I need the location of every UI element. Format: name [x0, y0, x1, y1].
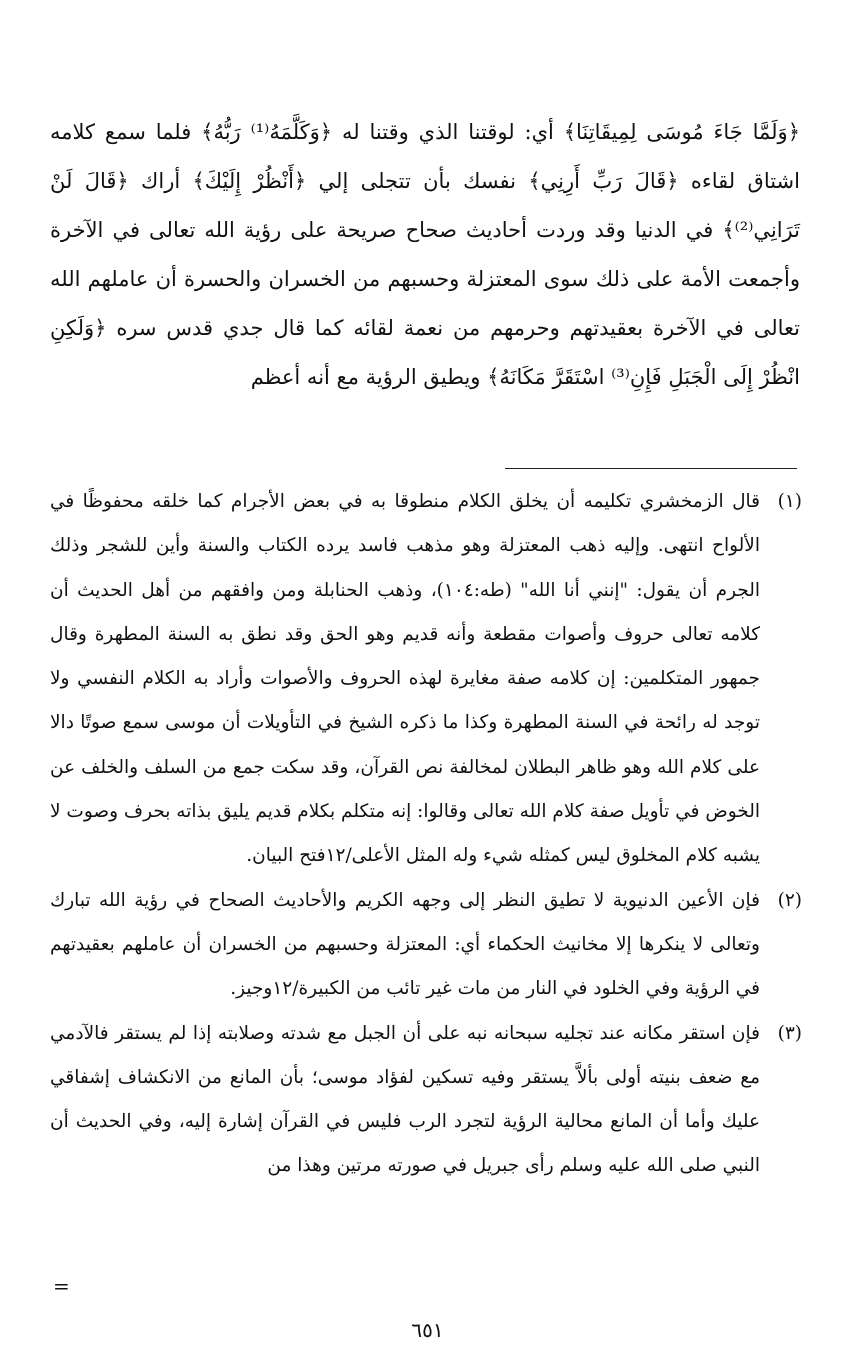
footnote-number: (٣)	[777, 1022, 802, 1044]
main-text-block	[50, 108, 800, 402]
footnote-number: (١)	[777, 491, 802, 512]
page-number: ٦٥١	[411, 1318, 444, 1342]
footnotes-block	[50, 480, 802, 1189]
footnote-3	[50, 1012, 802, 1189]
footnote-2	[50, 879, 802, 1012]
footnote-divider	[505, 468, 797, 469]
footnote-1	[50, 480, 802, 879]
continuation-mark: =	[53, 1274, 70, 1298]
main-paragraph: ﴿وَلَمَّا جَاءَ مُوسَى لِمِيقَاتِنَا﴾ أي: لوقتنا الذي وقتنا له ﴿وَكَلَّمَهُ⁽¹⁾ رَبُّهُ﴾ فلما سمع كلامه اشتاق لقاءه ﴿قَالَ رَبِّ أَرِنِي﴾ نفسك بأن تتجلى إلي ﴿أَنْظُرْ إِلَيْكَ﴾ أراك ﴿قَالَ لَنْ تَرَانِي⁽²⁾﴾ في الدنيا وقد وردت أحاديث صحاح صريحة على رؤية الله تعالى في الآخرة وأجمعت الأمة على ذلك سوى المعتزلة وحسبهم من الخسران والحسرة أن عاملهم الله تعالى في الآخرة بعقيدتهم وحرمهم من نعمة لقائه كما قال جدي قدس سره ﴿وَلَكِنِ انْظُرْ إِلَى الْجَبَلِ فَإِنِ⁽³⁾ اسْتَقَرَّ مَكَانَهُ﴾ ويطيق الرؤية مع أنه أعظم	[50, 120, 801, 389]
footnote-number: (٢)	[777, 889, 802, 911]
footnote-text: فإن الأعين الدنيوية لا تطيق النظر إلى وجهه الكريم والأحاديث الصحاح في رؤية الله تبارك وتعالى لا ينكرها إلا مخانيث الحكماء أي: المعتزلة وحسبهم من الخسران أن عاملهم بعقيدتهم في الرؤية وفي الخلود في النار من مات غير تائب من الكبيرة/١٢وجيز.	[50, 889, 760, 1000]
footnote-text: قال الزمخشري تكليمه أن يخلق الكلام منطوقا به في بعض الأجرام كما خلقه محفوظًا في الألواح انتهى. وإليه ذهب المعتزلة وهو مذهب فاسد يرده الكتاب والسنة وأين للشجر وذلك الجرم أن يقول: "إنني أنا الله" (طه:١٠٤)، وذهب الحنابلة ومن وافقهم من أهل الحديث أن كلامه تعالى حروف وأصوات مقطعة وأنه قديم وهو الحق وقد نطق به السنة المطهرة وقال جمهور المتكلمين: إن كلامه صفة مغايرة لهذه الحروف والأصوات وأراد به الكلام النفسي ولا توجد له رائحة في السنة المطهرة وكذا ما ذكره الشيخ في التأويلات أن موسى سمع صوتًا دالا على كلام الله وهو ظاهر البطلان لمخالفة نص القرآن، وقد سكت جمع من السلف والخلف عن الخوض في تأويل صفة كلام الله تعالى وقالوا: إنه متكلم بكلام قديم يليق بذاته بحرف وصوت لا يشبه كلام المخلوق ليس كمثله شيء وله المثل الأعلى/١٢فتح البيان.	[50, 491, 760, 867]
footnote-text: فإن استقر مكانه عند تجليه سبحانه نبه على أن الجبل مع شدته وصلابته إذا لم يستقر فالآدمي مع ضعف بنيته أولى بألاَّ يستقر وفيه تسكين لفؤاد موسى؛ بأن المانع من الانكشاف إشفاقي عليك وأما أن المانع محالية الرؤية لتجرد الرب فليس في القرآن إشارة إليه، وفي الحديث أن النبي صلى الله عليه وسلم رأى جبريل في صورته مرتين وهذا من	[50, 1022, 760, 1177]
